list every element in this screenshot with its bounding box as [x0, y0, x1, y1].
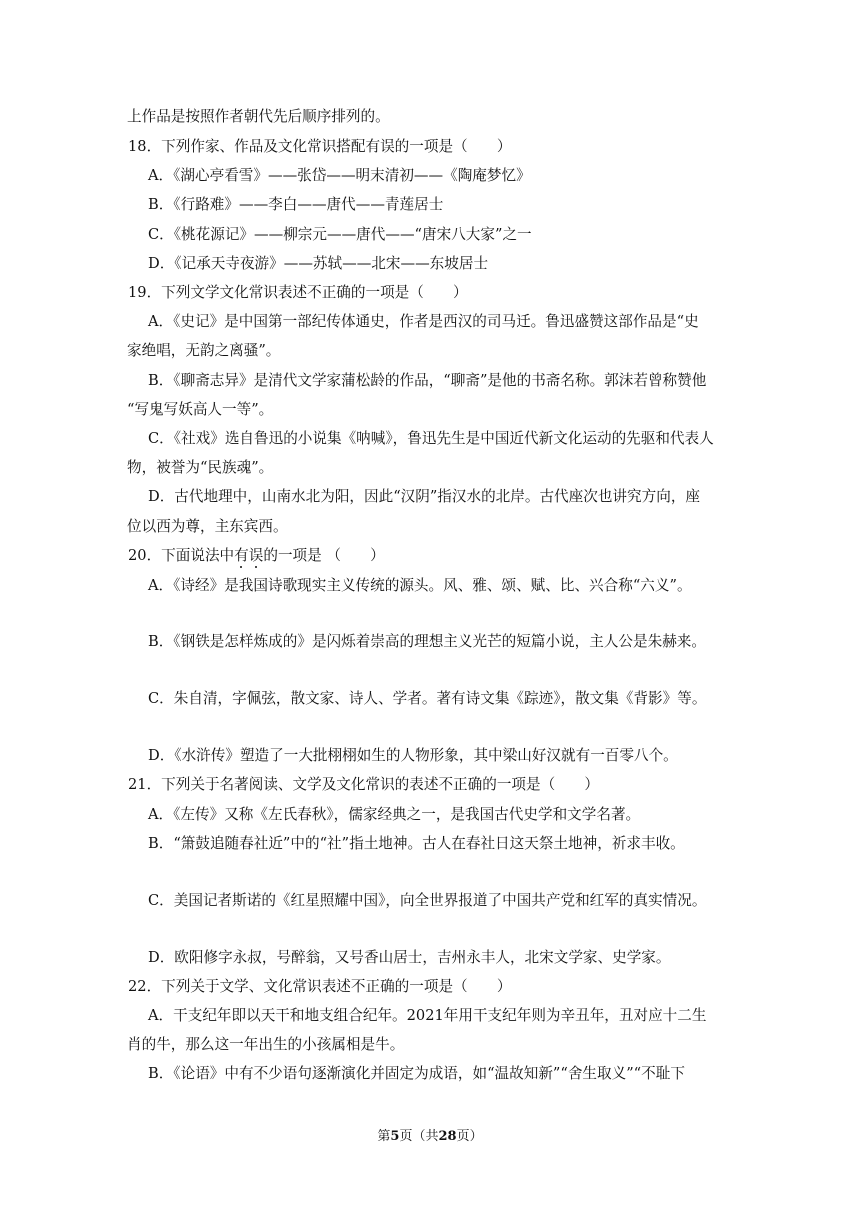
question-20-option-a: A．《诗经》是我国诗歌现实主义传统的源头。风、雅、颂、赋、比、兴合称“六义”。	[148, 577, 692, 594]
current-page-number: 5	[390, 1129, 400, 1144]
question-19-option-b-line2: “写鬼写妖高人一等”。	[127, 401, 274, 418]
intro-continuation: 上作品是按照作者朝代先后顺序排列的。	[127, 108, 390, 125]
question-18-option-a: A．《湖心亭看雪》——张岱——明末清初——《陶庵梦忆》	[148, 167, 531, 184]
question-22-option-a-line1: A．干支纪年即以天干和地支组合纪年。2021年用干支纪年则为辛丑年，丑对应十二生	[148, 1007, 707, 1024]
question-19-option-d-line1: D．古代地理中，山南水北为阳，因此“汉阴”指汉水的北岸。古代座次也讲究方向，座	[148, 488, 701, 505]
question-20-stem-after: 的一项是 （ ）	[263, 547, 385, 564]
question-21-option-a: A．《左传》又称《左氏春秋》，儒家经典之一，是我国古代史学和文学名著。	[148, 806, 641, 823]
question-19-option-b-line1: B．《聊斋志异》是清代文学家蒲松龄的作品，“聊斋”是他的书斋名称。郭沫若曾称赞他	[148, 372, 707, 389]
question-21-option-d: D．欧阳修字永叔，号醉翁，又号香山居士，吉州永丰人，北宋文学家、史学家。	[148, 949, 671, 966]
emphasis-dot-char-1: 有	[234, 547, 249, 564]
question-20-option-c: C．朱自清，字佩弦，散文家、诗人、学者。著有诗文集《踪迹》，散文集《背影》等。	[148, 690, 707, 707]
question-20-stem	[128, 546, 385, 566]
total-page-count: 28	[438, 1129, 457, 1144]
question-20-stem-before: 20．下面说法中	[128, 547, 235, 564]
question-22-option-b-line1: B．《论语》中有不少语句逐渐演化并固定为成语，如“温故知新”“舍生取义”“不耻下	[148, 1065, 685, 1082]
question-18-stem: 18．下列作家、作品及文化常识搭配有误的一项是（ ）	[128, 138, 512, 155]
question-19-option-a-line2: 家绝唱，无韵之离骚”。	[127, 342, 281, 359]
question-19-option-c-line1: C．《社戏》选自鲁迅的小说集《呐喊》，鲁迅先生是中国近代新文化运动的先驱和代表人	[148, 430, 714, 447]
footer-suffix: 页）	[456, 1129, 483, 1144]
question-19-option-c-line2: 物，被誉为“民族魂”。	[127, 459, 274, 476]
question-21-option-b: B．“箫鼓追随春社近”中的“社”指土地神。古人在春社日这天祭土地神，祈求丰收。	[148, 835, 685, 852]
question-22-stem: 22．下列关于文学、文化常识表述不正确的一项是（ ）	[128, 978, 512, 995]
page-footer	[0, 1128, 860, 1146]
question-18-option-c: C．《桃花源记》——柳宗元——唐代——“唐宋八大家”之一	[148, 226, 532, 243]
question-19-stem: 19．下列文学文化常识表述不正确的一项是（ ）	[128, 284, 468, 301]
question-19-option-d-line2: 位以西为尊，主东宾西。	[127, 518, 288, 535]
question-20-option-d: D．《水浒传》塑造了一大批栩栩如生的人物形象，其中梁山好汉就有一百零八个。	[148, 747, 678, 764]
question-22-option-a-line2: 肖的牛，那么这一年出生的小孩属相是牛。	[127, 1036, 405, 1053]
question-20-option-b: B．《钢铁是怎样炼成的》是闪烁着崇高的理想主义光芒的短篇小说，主人公是朱赫来。	[148, 633, 706, 650]
question-18-option-d: D．《记承天寺夜游》——苏轼——北宋——东坡居士	[148, 255, 489, 272]
question-19-option-a-line1: A．《史记》是中国第一部纪传体通史，作者是西汉的司马迁。鲁迅盛赞这部作品是“史	[148, 313, 699, 330]
question-21-option-c: C．美国记者斯诺的《红星照耀中国》，向全世界报道了中国共产党和红军的真实情况。	[148, 892, 707, 909]
question-18-option-b: B．《行路难》——李白——唐代——青莲居士	[148, 196, 444, 213]
emphasis-dot-char-2: 误	[248, 547, 264, 564]
footer-mid: 页（共	[399, 1129, 439, 1144]
question-21-stem: 21．下列关于名著阅读、文学及文化常识的表述不正确的一项是（ ）	[128, 776, 599, 793]
footer-prefix: 第	[377, 1129, 391, 1144]
